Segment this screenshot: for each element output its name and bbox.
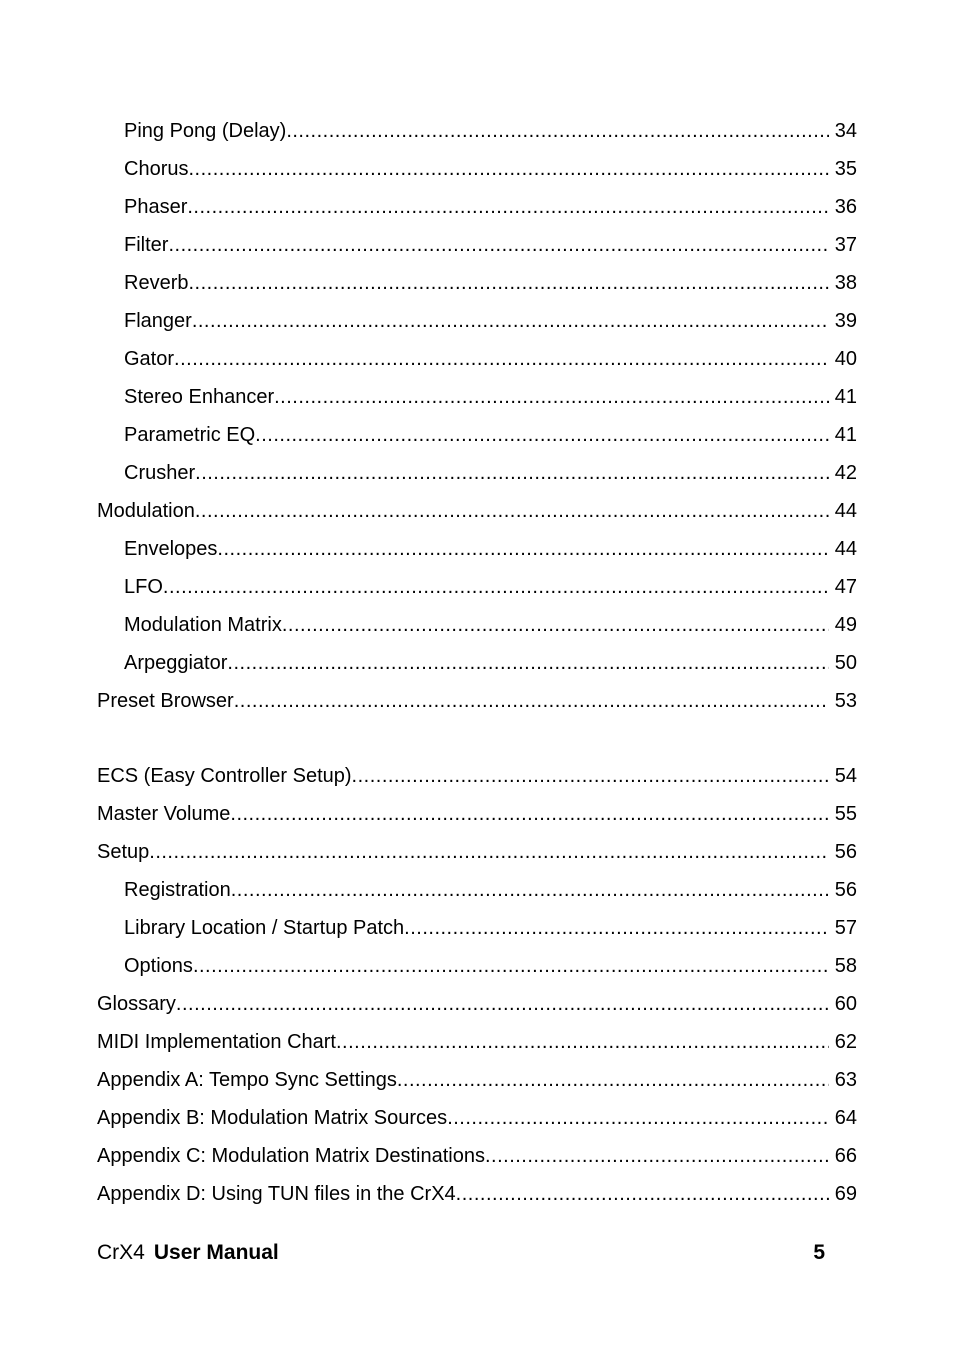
toc-leader-dots bbox=[174, 340, 829, 378]
toc-entry-envelopes[interactable] bbox=[97, 530, 857, 568]
toc-leader-dots bbox=[188, 150, 829, 188]
toc-entry-appendix-d[interactable] bbox=[97, 1175, 857, 1213]
toc-entry-page: 44 bbox=[834, 538, 857, 560]
toc-entry-lfo[interactable] bbox=[97, 568, 857, 606]
toc-entry-title: Reverb bbox=[124, 272, 189, 294]
toc-entry-title: Appendix B: Modulation Matrix Sources bbox=[97, 1107, 448, 1129]
page-footer bbox=[97, 1238, 825, 1268]
toc-entry-midi-implementation-chart[interactable] bbox=[97, 1023, 857, 1061]
toc-entry-library-location[interactable] bbox=[97, 909, 857, 947]
toc-entry-title: Modulation bbox=[97, 500, 195, 522]
toc-entry-appendix-b[interactable] bbox=[97, 1099, 857, 1137]
toc-entry-page: 55 bbox=[834, 803, 857, 825]
toc-entry-title: Library Location / Startup Patch bbox=[124, 917, 405, 939]
toc-entry-page: 54 bbox=[834, 765, 857, 787]
toc-entry-phaser[interactable] bbox=[97, 188, 857, 226]
toc-leader-dots bbox=[195, 492, 829, 530]
toc-leader-dots bbox=[397, 1061, 829, 1099]
toc-entry-title: Master Volume bbox=[97, 803, 231, 825]
toc-entry-page: 66 bbox=[834, 1145, 857, 1167]
footer-manual-label: User Manual bbox=[153, 1241, 279, 1264]
toc-leader-dots bbox=[485, 1137, 829, 1175]
toc-entry-title: Options bbox=[124, 955, 193, 977]
toc-entry-arpeggiator[interactable] bbox=[97, 644, 857, 682]
footer-page-number: 5 bbox=[813, 1241, 825, 1264]
toc-entry-parametric-eq[interactable] bbox=[97, 416, 857, 454]
toc-entry-title: Registration bbox=[124, 879, 231, 901]
toc-leader-dots bbox=[193, 947, 829, 985]
toc-entry-title: Preset Browser bbox=[97, 690, 234, 712]
toc-entry-appendix-a[interactable] bbox=[97, 1061, 857, 1099]
toc-entry-title: Appendix C: Modulation Matrix Destinations bbox=[97, 1145, 485, 1167]
toc-entry-page: 44 bbox=[834, 500, 857, 522]
toc-entry-page: 40 bbox=[834, 348, 857, 370]
toc-entry-modulation-matrix[interactable] bbox=[97, 606, 857, 644]
toc-entry-page: 50 bbox=[834, 652, 857, 674]
toc-entry-title: ECS (Easy Controller Setup) bbox=[97, 765, 352, 787]
toc-entry-page: 49 bbox=[834, 614, 857, 636]
toc-entry-page: 63 bbox=[834, 1069, 857, 1091]
toc-entry-page: 41 bbox=[834, 424, 857, 446]
toc-entry-page: 47 bbox=[834, 576, 857, 598]
toc-leader-dots bbox=[352, 757, 829, 795]
toc-entry-title: Ping Pong (Delay) bbox=[124, 120, 287, 142]
toc-leader-dots bbox=[234, 682, 829, 720]
toc-entry-title: Parametric EQ bbox=[124, 424, 256, 446]
toc-leader-dots bbox=[286, 112, 829, 150]
toc-leader-dots bbox=[217, 530, 829, 568]
toc-leader-dots bbox=[456, 1175, 829, 1213]
toc-leader-dots bbox=[163, 568, 829, 606]
toc-entry-page: 41 bbox=[834, 386, 857, 408]
toc-entry-page: 42 bbox=[834, 462, 857, 484]
toc-entry-title: Stereo Enhancer bbox=[124, 386, 275, 408]
toc-entry-gator[interactable] bbox=[97, 340, 857, 378]
toc-entry-title: Gator bbox=[124, 348, 175, 370]
toc-entry-modulation[interactable] bbox=[97, 492, 857, 530]
toc-entry-page: 37 bbox=[834, 234, 857, 256]
toc-entry-title: Filter bbox=[124, 234, 169, 256]
toc-leader-dots bbox=[336, 1023, 829, 1061]
toc-entry-page: 39 bbox=[834, 310, 857, 332]
toc-entry-title: MIDI Implementation Chart bbox=[97, 1031, 336, 1053]
toc-entry-title: Setup bbox=[97, 841, 150, 863]
toc-entry-title: Flanger bbox=[124, 310, 192, 332]
toc-entry-page: 62 bbox=[834, 1031, 857, 1053]
toc-entry-page: 58 bbox=[834, 955, 857, 977]
toc-leader-dots bbox=[274, 378, 829, 416]
toc-entry-page: 56 bbox=[834, 841, 857, 863]
toc-entry-registration[interactable] bbox=[97, 871, 857, 909]
toc-entry-title: Glossary bbox=[97, 993, 176, 1015]
toc-entry-appendix-c[interactable] bbox=[97, 1137, 857, 1175]
toc-entry-title: Modulation Matrix bbox=[124, 614, 282, 636]
toc-entry-master-volume[interactable] bbox=[97, 795, 857, 833]
toc-entry-page: 64 bbox=[834, 1107, 857, 1129]
toc-entry-options[interactable] bbox=[97, 947, 857, 985]
toc-leader-dots bbox=[168, 226, 829, 264]
toc-entry-title: Appendix A: Tempo Sync Settings bbox=[97, 1069, 397, 1091]
toc-entry-reverb[interactable] bbox=[97, 264, 857, 302]
toc-entry-setup[interactable] bbox=[97, 833, 857, 871]
footer-title bbox=[97, 1238, 279, 1268]
footer-product: CrX4 bbox=[97, 1241, 145, 1264]
toc-entry-page: 69 bbox=[834, 1183, 857, 1205]
toc-entry-filter[interactable] bbox=[97, 226, 857, 264]
toc-entry-title: Arpeggiator bbox=[124, 652, 228, 674]
toc-entry-page: 34 bbox=[834, 120, 857, 142]
toc-entry-page: 57 bbox=[834, 917, 857, 939]
toc-leader-dots bbox=[176, 985, 829, 1023]
toc-entry-ecs[interactable] bbox=[97, 757, 857, 795]
toc-entry-page: 56 bbox=[834, 879, 857, 901]
toc-leader-dots bbox=[188, 264, 829, 302]
toc-entry-page: 60 bbox=[834, 993, 857, 1015]
toc-entry-chorus[interactable] bbox=[97, 150, 857, 188]
toc-spacer bbox=[97, 720, 857, 757]
toc-leader-dots bbox=[149, 833, 829, 871]
toc-entry-ping-pong-delay[interactable] bbox=[97, 112, 857, 150]
toc-entry-stereo-enhancer[interactable] bbox=[97, 378, 857, 416]
toc-leader-dots bbox=[404, 909, 829, 947]
toc-entry-page: 38 bbox=[834, 272, 857, 294]
toc-leader-dots bbox=[231, 871, 829, 909]
toc-leader-dots bbox=[195, 454, 829, 492]
toc-entry-flanger[interactable] bbox=[97, 302, 857, 340]
toc-leader-dots bbox=[187, 188, 829, 226]
toc-leader-dots bbox=[227, 644, 829, 682]
toc-leader-dots bbox=[447, 1099, 829, 1137]
toc-entry-glossary[interactable] bbox=[97, 985, 857, 1023]
toc-leader-dots bbox=[230, 795, 829, 833]
toc-entry-title: Envelopes bbox=[124, 538, 218, 560]
toc-leader-dots bbox=[255, 416, 829, 454]
toc-entry-title: Chorus bbox=[124, 158, 189, 180]
toc-entry-title: Crusher bbox=[124, 462, 196, 484]
toc-entry-page: 35 bbox=[834, 158, 857, 180]
toc-entry-title: Phaser bbox=[124, 196, 188, 218]
toc-entry-title: LFO bbox=[124, 576, 163, 598]
toc-entry-title: Appendix D: Using TUN files in the CrX4 bbox=[97, 1183, 456, 1205]
toc-leader-dots bbox=[282, 606, 829, 644]
toc-entry-preset-browser[interactable] bbox=[97, 682, 857, 720]
toc-leader-dots bbox=[192, 302, 829, 340]
toc-entry-page: 36 bbox=[834, 196, 857, 218]
toc-entry-crusher[interactable] bbox=[97, 454, 857, 492]
toc-entry-page: 53 bbox=[834, 690, 857, 712]
table-of-contents bbox=[97, 112, 857, 1213]
